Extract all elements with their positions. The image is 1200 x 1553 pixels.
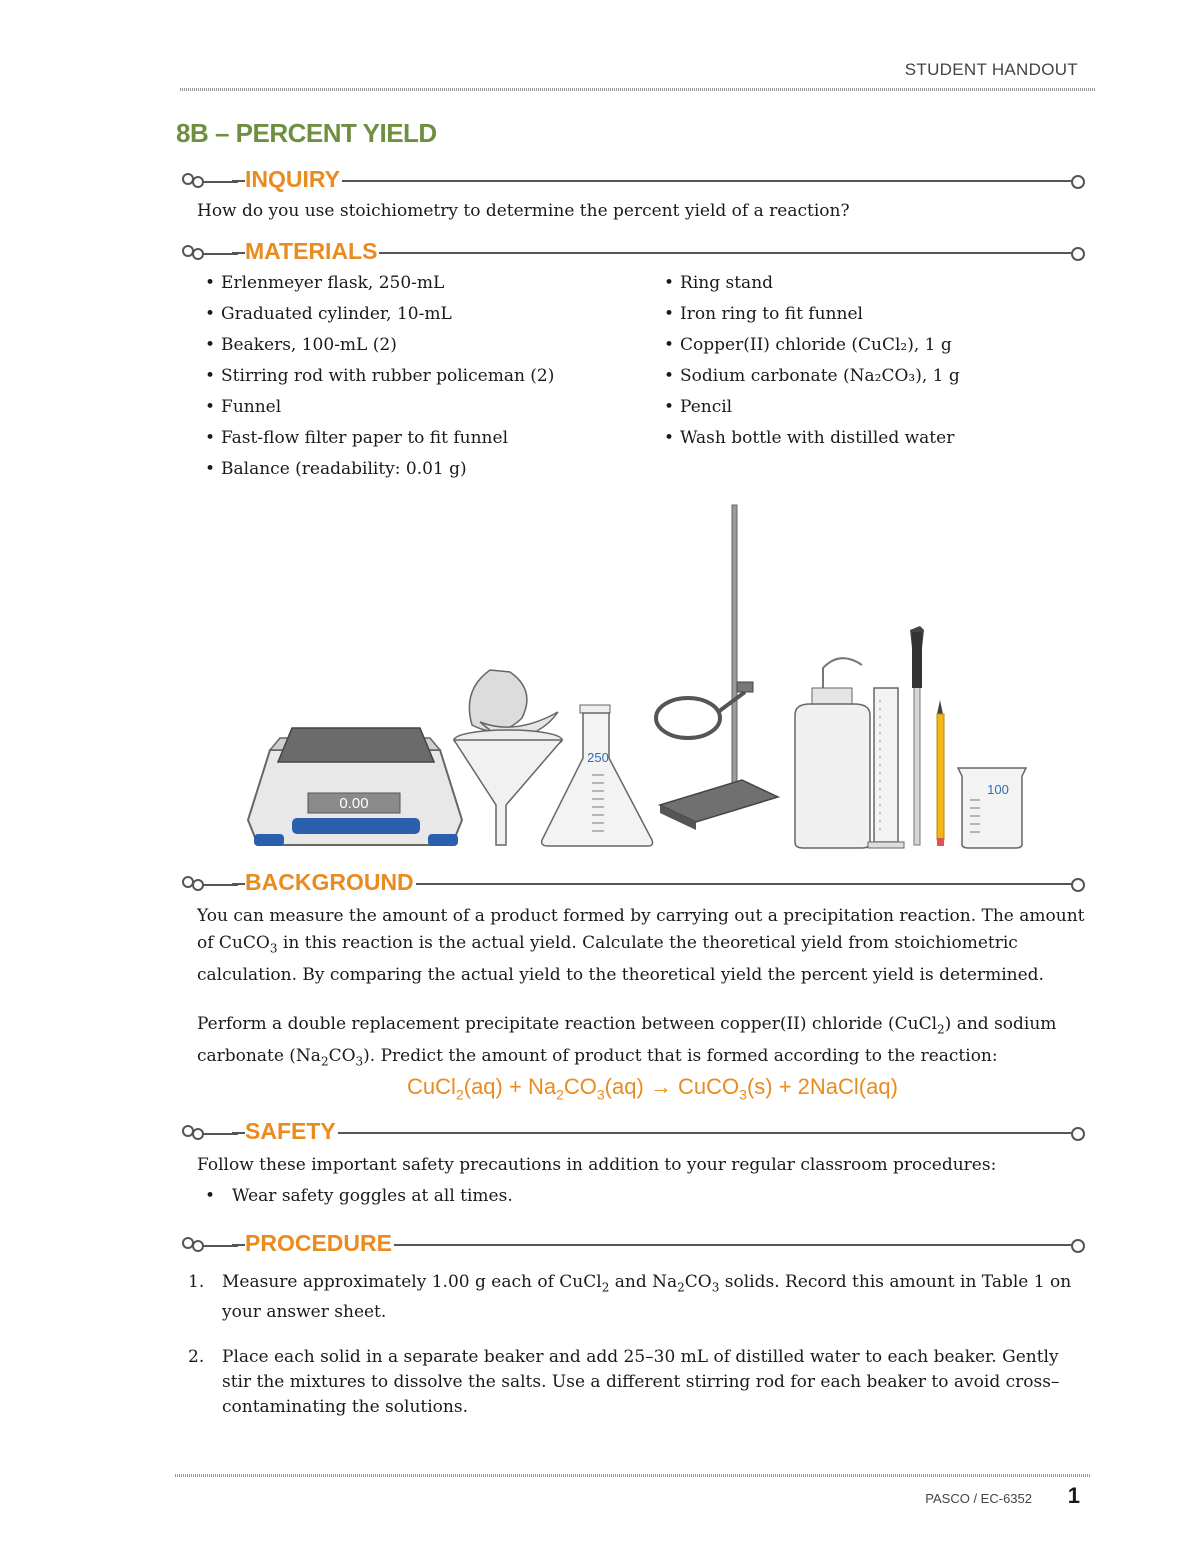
materials-list-left xyxy=(205,268,554,485)
procedure-step-2: 2. Place each solid in a separate beaker and add 25–30 mL of distilled water to each beaker. Gently stir the mixtures to dissolve the salts. Use a different stirring rod for each beaker to avoid cross–contaminating the solutions. xyxy=(188,1347,1060,1417)
section-safety xyxy=(180,1118,1085,1148)
graduated-cylinder-illustration xyxy=(868,688,904,848)
list-item: • Graduated cylinder, 10-mL xyxy=(205,299,554,330)
circle-end-icon xyxy=(1071,247,1085,261)
flask-label: 250 xyxy=(587,750,609,765)
section-background xyxy=(180,869,1085,899)
procedure-step-1: 1. Measure approximately 1.00 g each of CuCl$_2$ and $Na_2CO_3$ solids. Record this amount in Table 1 on your answer sheet. xyxy=(188,1272,1072,1323)
list-item: • Beakers, 100-mL (2) xyxy=(205,330,554,361)
safety-intro: Follow these important safety precautions in addition to your regular classroom procedures: xyxy=(197,1155,997,1175)
section-procedure xyxy=(180,1230,1085,1260)
header-label: STUDENT HANDOUT xyxy=(904,60,1078,79)
materials-list-right xyxy=(664,268,960,454)
list-item: • Erlenmeyer flask, 250-mL xyxy=(205,268,554,299)
chain-link-icon xyxy=(180,1125,238,1145)
circle-end-icon xyxy=(1071,1239,1085,1253)
balance-display: 0.00 xyxy=(339,795,369,812)
circle-end-icon xyxy=(1071,175,1085,189)
section-inquiry xyxy=(180,166,1085,196)
beaker-illustration xyxy=(958,768,1026,848)
funnel-illustration xyxy=(454,670,562,845)
background-paragraph-1: You can measure the amount of a product formed by carrying out a precipitation reaction. The amount of CuCO$_3$ in this reaction is the actual yield. Calculate the theoretical yield from stoichiometric calculation. By comparing the actual yield to the theoretical yield the percent yield is determined. xyxy=(197,906,1085,986)
footer-label: PASCO / EC-6352 xyxy=(925,1491,1032,1506)
list-item: • Iron ring to fit funnel xyxy=(664,299,960,330)
list-item: • Balance (readability: 0.01 g) xyxy=(205,454,554,485)
header-divider xyxy=(180,88,1095,91)
balance-illustration xyxy=(248,728,462,846)
reaction-equation: CuCl$_2$(aq) + $Na_2CO_3(aq)$ → CuCO$_3$(s) + 2NaCl(aq) xyxy=(407,1074,898,1103)
list-item: • Copper(II) chloride (CuCl₂), 1 g xyxy=(664,330,960,361)
ring-stand-illustration xyxy=(656,505,778,830)
page-title: 8B – PERCENT YIELD xyxy=(176,118,437,148)
list-item: • Pencil xyxy=(664,392,960,423)
safety-item: • Wear safety goggles at all times. xyxy=(205,1186,513,1206)
inquiry-question: How do you use stoichiometry to determine the percent yield of a reaction? xyxy=(197,201,850,221)
stirring-rod-illustration xyxy=(910,626,924,845)
section-heading: SAFETY xyxy=(245,1118,336,1144)
chain-link-icon xyxy=(180,173,238,193)
lab-equipment-illustration xyxy=(240,500,1040,860)
wash-bottle-illustration xyxy=(795,658,870,848)
chain-link-icon xyxy=(180,1237,238,1257)
list-item: • Wash bottle with distilled water xyxy=(664,423,960,454)
section-heading: BACKGROUND xyxy=(245,869,414,895)
background-paragraph-2: Perform a double replacement precipitate reaction between copper(II) chloride (CuCl$_2$) and sodium carbonate $(Na_2CO_3)$. Predict the amount of product that is formed according to the reaction: xyxy=(197,1014,1057,1069)
section-heading: INQUIRY xyxy=(245,166,340,192)
beaker-label: 100 xyxy=(987,782,1009,797)
list-item: • Funnel xyxy=(205,392,554,423)
list-item: • Stirring rod with rubber policeman (2) xyxy=(205,361,554,392)
chain-link-icon xyxy=(180,876,238,896)
circle-end-icon xyxy=(1071,878,1085,892)
section-heading: MATERIALS xyxy=(245,238,378,264)
section-heading: PROCEDURE xyxy=(245,1230,392,1256)
footer-divider xyxy=(175,1474,1090,1477)
chain-link-icon xyxy=(180,245,238,265)
list-item: • Ring stand xyxy=(664,268,960,299)
erlenmeyer-flask-illustration xyxy=(542,705,653,846)
list-item: • Sodium carbonate (Na₂CO₃), 1 g xyxy=(664,361,960,392)
section-materials xyxy=(180,238,1085,268)
circle-end-icon xyxy=(1071,1127,1085,1141)
list-item: • Fast-flow filter paper to fit funnel xyxy=(205,423,554,454)
pencil-illustration xyxy=(937,700,944,846)
page-number: 1 xyxy=(1067,1483,1080,1508)
